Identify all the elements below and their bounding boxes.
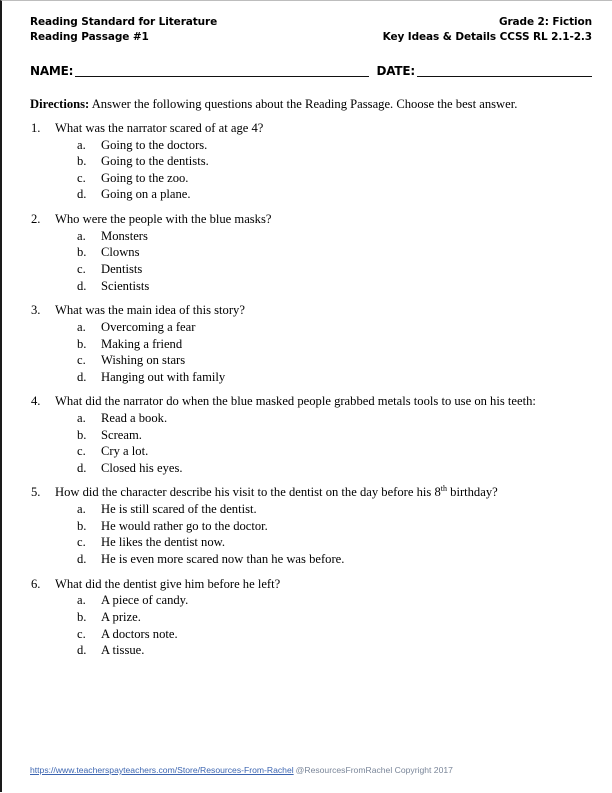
passage-number: Reading Passage #1 (30, 31, 149, 43)
option-4c[interactable] (30, 443, 592, 460)
directions-text: Answer the following questions about the Reading Passage. Choose the best answer. (89, 97, 518, 111)
name-input-line[interactable] (75, 65, 368, 77)
option-1d-letter: d. (77, 187, 87, 202)
option-6d-text: A tissue. (101, 643, 145, 658)
option-1b-text: Going to the dentists. (101, 154, 209, 169)
option-4d[interactable] (30, 460, 592, 477)
option-4a[interactable] (30, 410, 592, 427)
question-4-head (30, 393, 592, 410)
question-4-text: What did the narrator do when the blue masked people grabbed metals tools to use on his teeth: (55, 394, 536, 409)
question-6-options (30, 592, 592, 658)
option-3b-text: Making a friend (101, 336, 183, 351)
question-5-number: 5. (31, 485, 41, 500)
option-1a-letter: a. (77, 137, 86, 152)
question-5-text-after: birthday? (447, 485, 498, 500)
question-5-text-before: How did the character describe his visit to the dentist on the day before his 8 (55, 485, 441, 500)
option-3c-text: Wishing on stars (101, 353, 186, 368)
option-3a-letter: a. (77, 319, 86, 334)
option-6c[interactable] (30, 626, 592, 643)
question-3 (30, 302, 592, 385)
option-3a-text: Overcoming a fear (101, 319, 196, 334)
option-3c-letter: c. (77, 353, 86, 368)
option-6a[interactable] (30, 592, 592, 609)
worksheet-header (30, 1, 592, 45)
directions-block (30, 96, 575, 113)
question-4-options (30, 410, 592, 476)
option-6a-text: A piece of candy. (101, 593, 189, 608)
option-1b[interactable] (30, 153, 592, 170)
question-6-text: What did the dentist give him before he left? (55, 576, 281, 591)
name-label: NAME: (30, 64, 74, 78)
option-1c-text: Going to the zoo. (101, 170, 189, 185)
option-2c-letter: c. (77, 261, 86, 276)
option-5d-letter: d. (77, 552, 87, 567)
option-1c-letter: c. (77, 170, 86, 185)
option-3d-letter: d. (77, 369, 87, 384)
option-6b-text: A prize. (101, 610, 141, 625)
option-2d[interactable] (30, 278, 592, 295)
page-content (2, 1, 612, 793)
option-3d[interactable] (30, 369, 592, 386)
option-1a[interactable] (30, 137, 592, 154)
option-5b-text: He would rather go to the doctor. (101, 518, 268, 533)
question-2 (30, 211, 592, 294)
option-1b-letter: b. (77, 154, 87, 169)
question-5-text (55, 484, 565, 501)
question-2-number: 2. (31, 211, 41, 226)
question-2-head (30, 211, 592, 228)
option-3b[interactable] (30, 336, 592, 353)
option-6c-letter: c. (77, 626, 86, 641)
option-5c-text: He likes the dentist now. (101, 535, 226, 550)
option-5a-letter: a. (77, 502, 86, 517)
question-5-head (30, 484, 592, 501)
option-4d-letter: d. (77, 460, 87, 475)
question-4 (30, 393, 592, 476)
date-input-line[interactable] (417, 65, 592, 77)
option-1d[interactable] (30, 186, 592, 203)
option-4b-letter: b. (77, 427, 87, 442)
copyright-credit: @ResourcesFromRachel Copyright 2017 (295, 765, 453, 775)
question-5-ordinal-suffix: th (440, 484, 447, 494)
option-4c-text: Cry a lot. (101, 444, 149, 459)
option-1c[interactable] (30, 170, 592, 187)
page-footer (30, 765, 590, 776)
option-2a-text: Monsters (101, 228, 148, 243)
question-3-text: What was the main idea of this story? (55, 303, 245, 318)
option-1a-text: Going to the doctors. (101, 137, 208, 152)
question-3-options (30, 319, 592, 385)
option-2c[interactable] (30, 261, 592, 278)
store-url-link[interactable]: https://www.teacherspayteachers.com/Store/Resources-From-Rachel (30, 765, 294, 775)
question-3-number: 3. (31, 303, 41, 318)
option-3b-letter: b. (77, 336, 87, 351)
option-4a-text: Read a book. (101, 411, 168, 426)
option-2a-letter: a. (77, 228, 86, 243)
option-5a-text: He is still scared of the dentist. (101, 502, 257, 517)
option-5b[interactable] (30, 518, 592, 535)
option-6c-text: A doctors note. (101, 626, 178, 641)
date-label: DATE: (376, 64, 415, 78)
question-1-number: 1. (31, 120, 41, 135)
directions-label: Directions: (30, 97, 90, 111)
option-4d-text: Closed his eyes. (101, 460, 183, 475)
option-5d-text: He is even more scared now than he was before. (101, 552, 345, 567)
option-2b-text: Clowns (101, 245, 140, 260)
header-right-block (383, 15, 592, 45)
option-6a-letter: a. (77, 593, 86, 608)
option-5b-letter: b. (77, 518, 87, 533)
question-2-options (30, 228, 592, 294)
option-5c[interactable] (30, 534, 592, 551)
option-6d[interactable] (30, 642, 592, 659)
option-2a[interactable] (30, 228, 592, 245)
option-4c-letter: c. (77, 444, 86, 459)
option-4a-letter: a. (77, 411, 86, 426)
question-6-head (30, 576, 592, 593)
option-2d-text: Scientists (101, 278, 150, 293)
option-5a[interactable] (30, 501, 592, 518)
option-4b-text: Scream. (101, 427, 142, 442)
standard-title: Reading Standard for Literature (30, 16, 218, 28)
option-6b[interactable] (30, 609, 592, 626)
option-3a[interactable] (30, 319, 592, 336)
option-2b-letter: b. (77, 245, 87, 260)
question-5-options (30, 501, 592, 567)
option-1d-text: Going on a plane. (101, 187, 191, 202)
name-date-row (30, 64, 592, 78)
standard-code: Key Ideas & Details CCSS RL 2.1-2.3 (382, 31, 592, 43)
option-5c-letter: c. (77, 535, 86, 550)
question-1-head (30, 120, 592, 137)
header-left-block (30, 15, 217, 45)
worksheet-body (30, 96, 592, 659)
option-2b[interactable] (30, 244, 592, 261)
option-2c-text: Dentists (101, 261, 143, 276)
question-5 (30, 484, 592, 567)
question-6-number: 6. (31, 576, 41, 591)
option-5d[interactable] (30, 551, 592, 568)
question-1-text: What was the narrator scared of at age 4? (55, 120, 264, 135)
option-6b-letter: b. (77, 610, 87, 625)
question-4-number: 4. (31, 394, 41, 409)
question-2-text: Who were the people with the blue masks? (55, 211, 272, 226)
question-1 (30, 120, 592, 203)
question-6 (30, 576, 592, 659)
option-4b[interactable] (30, 427, 592, 444)
option-3d-text: Hanging out with family (101, 369, 226, 384)
option-3c[interactable] (30, 352, 592, 369)
option-2d-letter: d. (77, 278, 87, 293)
question-1-options (30, 137, 592, 203)
grade-subject: Grade 2: Fiction (498, 16, 592, 28)
question-3-head (30, 302, 592, 319)
option-6d-letter: d. (77, 643, 87, 658)
